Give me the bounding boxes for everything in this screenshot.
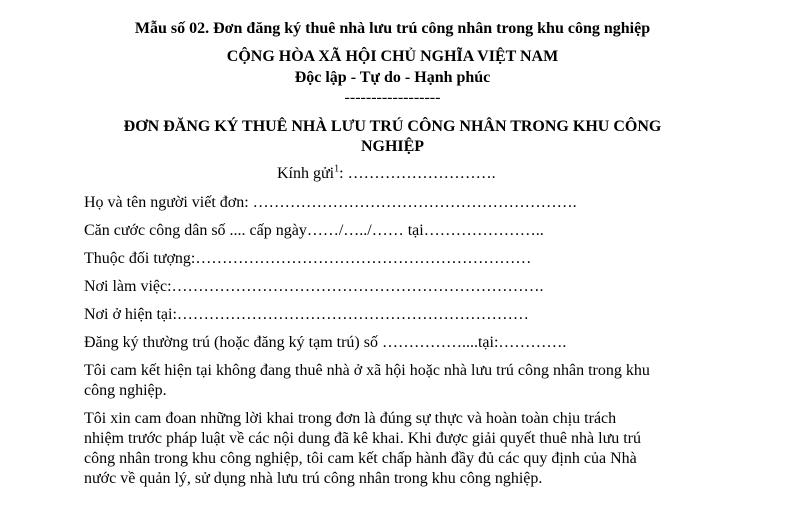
motto: Độc lập - Tự do - Hạnh phúc <box>294 69 491 86</box>
footnote-marker: 1 <box>334 163 340 175</box>
declaration-line4: nước về quản lý, sử dụng nhà lưu trú công nhân trong khu công nghiệp. <box>84 470 543 487</box>
field-citizen-id: Căn cước công dân số .... cấp ngày……/…../…… tại………………….. <box>84 222 544 239</box>
field-full-name: Họ và tên người viết đơn: ……………………………………………………. <box>84 194 577 211</box>
form-title-line1: ĐƠN ĐĂNG KÝ THUÊ NHÀ LƯU TRÚ CÔNG NHÂN TRONG KHU CÔNG <box>123 118 662 135</box>
addressee-line <box>277 164 496 184</box>
declaration-line1: Tôi xin cam đoan những lời khai trong đơn là đúng sự thực và hoàn toàn chịu trách <box>84 410 617 427</box>
addressee-label: Kính gửi <box>277 165 335 182</box>
commitment-line1: Tôi cam kết hiện tại không đang thuê nhà ở xã hội hoặc nhà lưu trú công nhân trong khu <box>84 362 650 379</box>
declaration-line2: nhiệm trước pháp luật về các nội dung đã kê khai. Khi được giải quyết thuê nhà lưu trú <box>84 430 642 447</box>
field-current-residence: Nơi ở hiện tại:………………………………………………………… <box>84 306 529 323</box>
field-workplace: Nơi làm việc:……………………………………………………………. <box>84 278 544 295</box>
field-residence-registration: Đăng ký thường trú (hoặc đăng ký tạm trú) số ……………....tại:…………. <box>84 334 567 351</box>
declaration-line3: công nhân trong khu công nghiệp, tôi cam kết chấp hành đầy đủ các quy định của Nhà <box>84 450 637 467</box>
addressee-blank: : ………………………. <box>339 165 496 182</box>
separator: ------------------ <box>344 89 441 106</box>
field-applicant-category: Thuộc đối tượng:……………………………………………………… <box>84 250 532 267</box>
form-title-line2: NGHIỆP <box>360 138 425 155</box>
commitment-line2: công nghiệp. <box>84 382 167 399</box>
nation-name: CỘNG HÒA XÃ HỘI CHỦ NGHĨA VIỆT NAM <box>226 48 559 65</box>
form-caption: Mẫu số 02. Đơn đăng ký thuê nhà lưu trú công nhân trong khu công nghiệp <box>134 20 651 37</box>
